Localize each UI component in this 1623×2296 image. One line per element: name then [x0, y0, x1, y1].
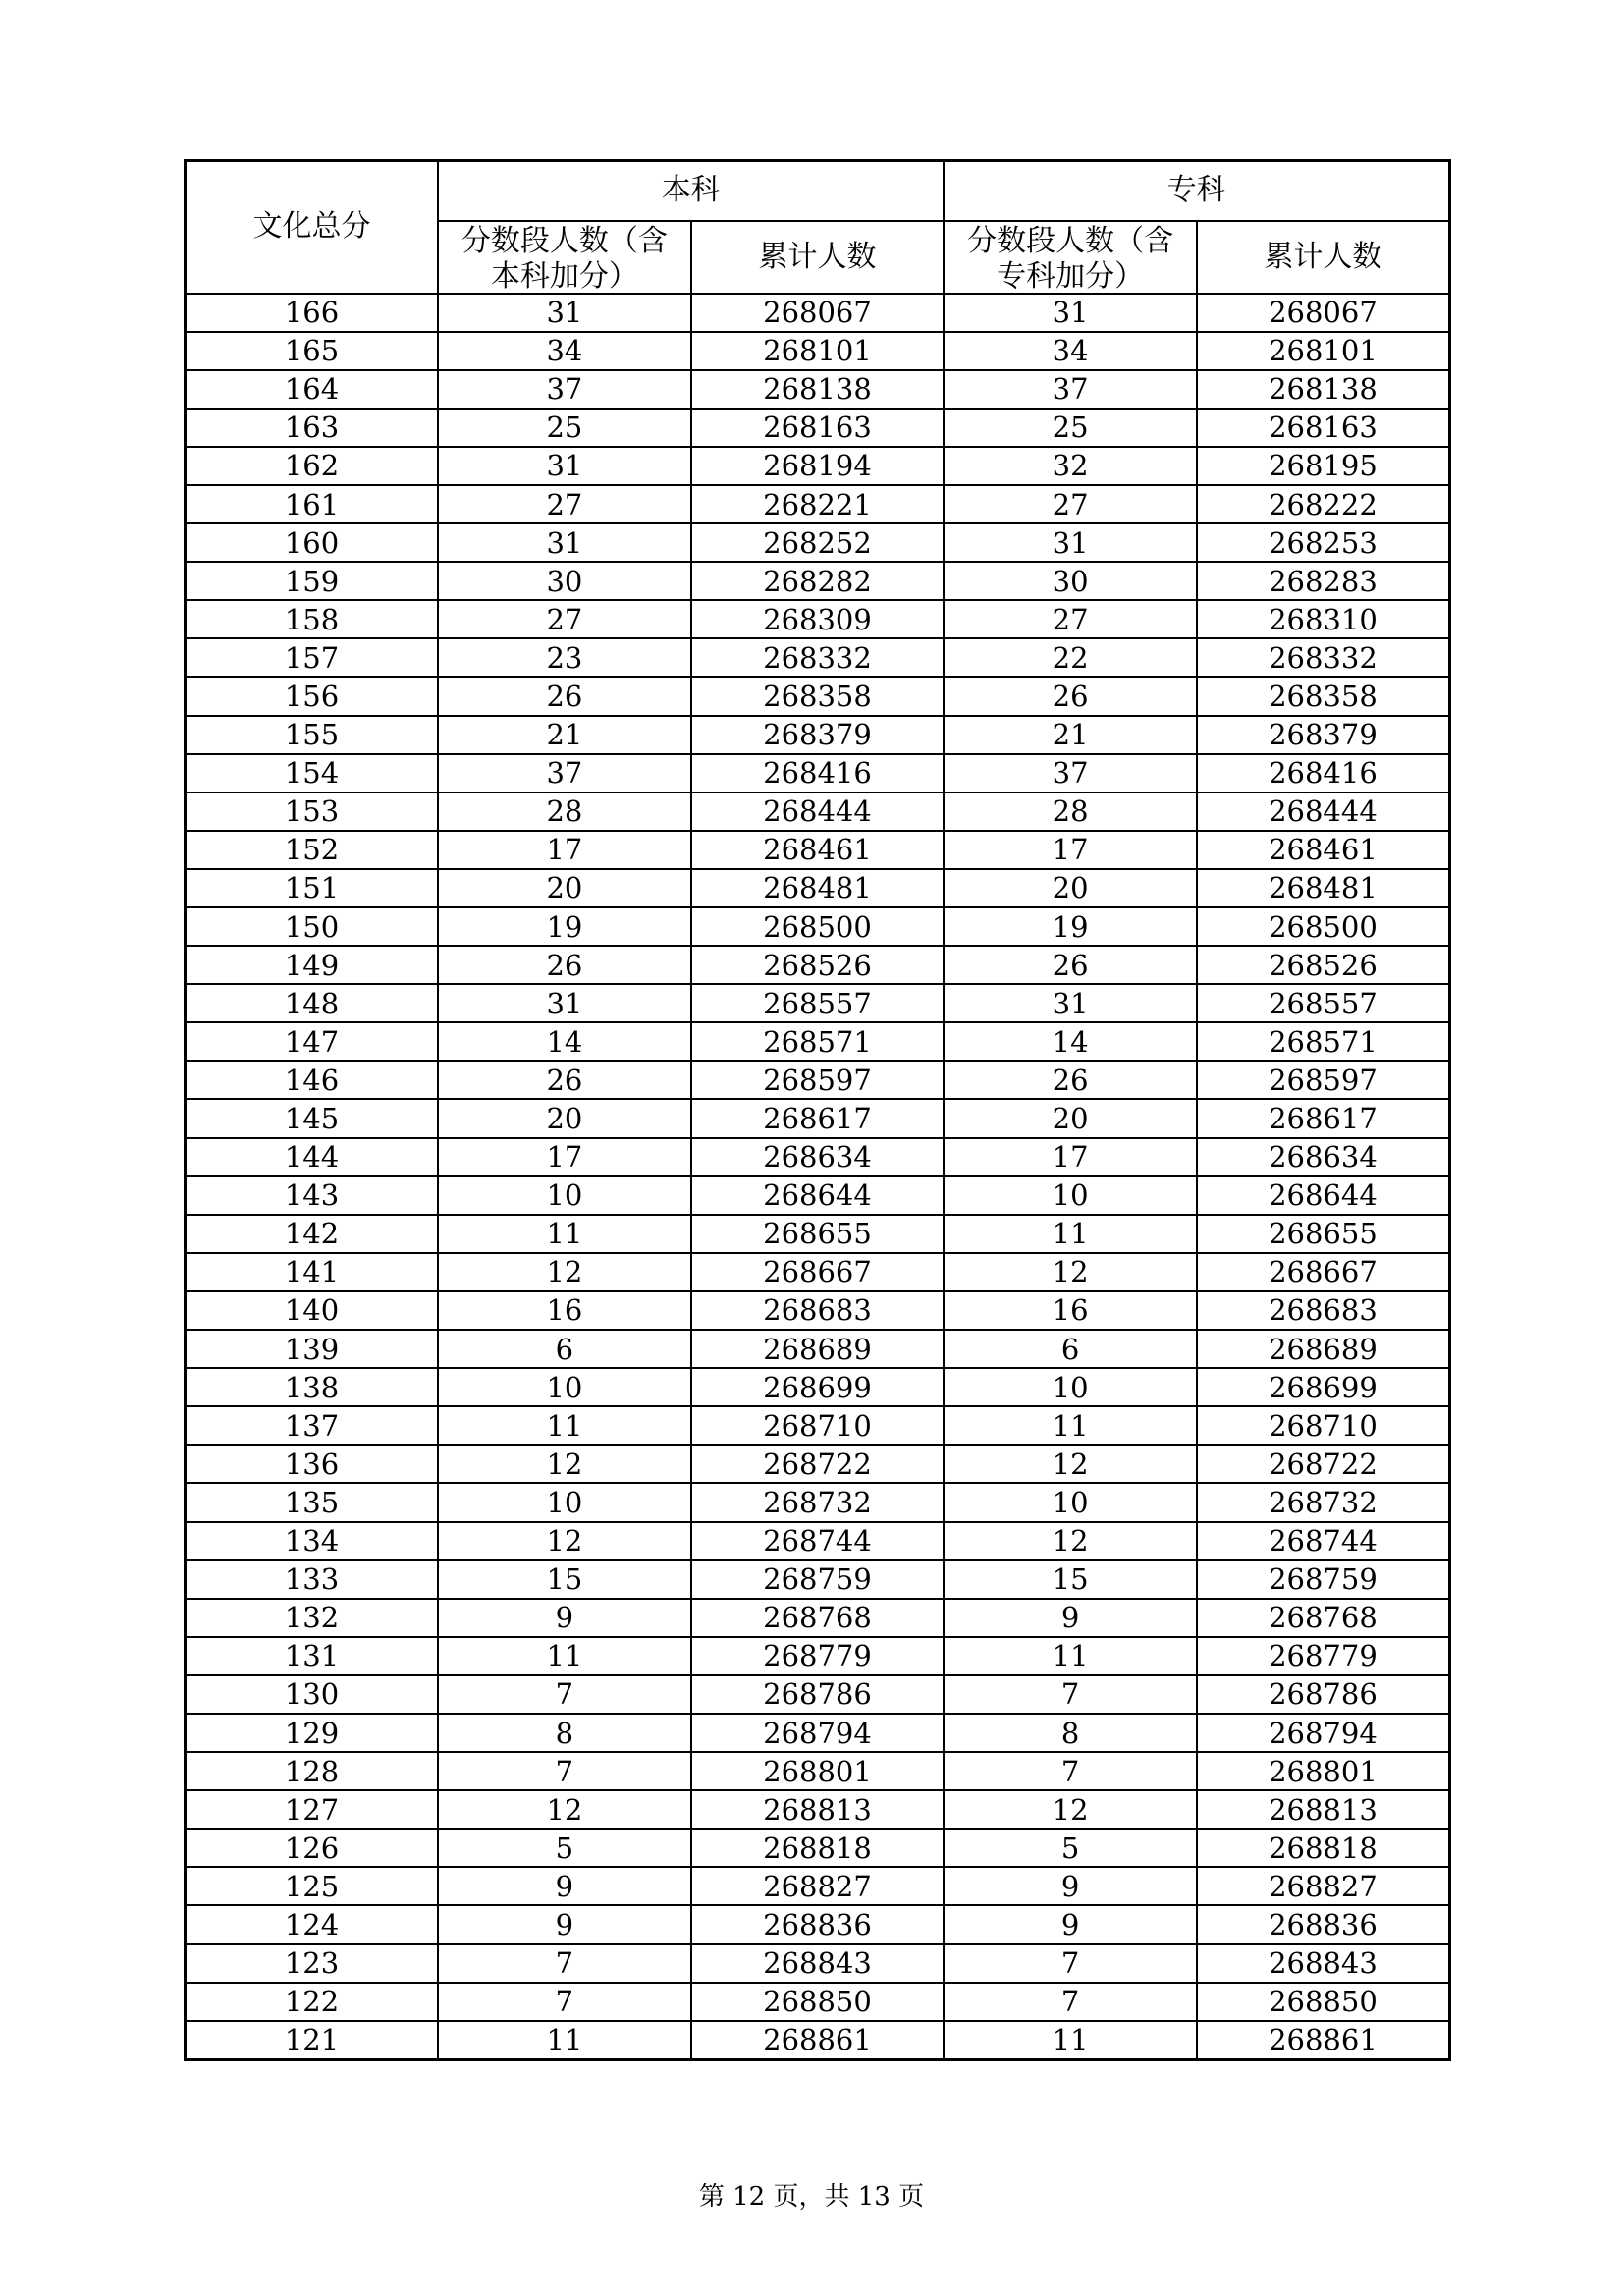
header-score: 文化总分 [186, 161, 439, 294]
zk-count-cell: 9 [944, 1599, 1197, 1637]
zk-count-cell: 19 [944, 907, 1197, 946]
zk-total-cell: 268689 [1197, 1330, 1450, 1368]
score-cell: 157 [186, 638, 439, 677]
bk-total-cell: 268850 [691, 1983, 945, 2021]
score-cell: 136 [186, 1445, 439, 1483]
zk-total-cell: 268850 [1197, 1983, 1450, 2021]
zk-count-cell: 17 [944, 831, 1197, 869]
bk-total-cell: 268163 [691, 409, 945, 447]
score-table [184, 159, 1451, 2061]
bk-total-cell: 268481 [691, 869, 945, 907]
zk-count-cell: 12 [944, 1522, 1197, 1560]
table-row [186, 907, 1450, 946]
bk-total-cell: 268779 [691, 1637, 945, 1675]
table-row [186, 1138, 1450, 1176]
bk-total-cell: 268067 [691, 294, 945, 332]
bk-count-cell: 11 [438, 1406, 691, 1445]
zk-count-cell: 26 [944, 677, 1197, 715]
bk-total-cell: 268813 [691, 1790, 945, 1829]
zk-count-cell: 27 [944, 485, 1197, 523]
zk-total-cell: 268461 [1197, 831, 1450, 869]
bk-count-cell: 5 [438, 1829, 691, 1867]
bk-count-cell: 9 [438, 1599, 691, 1637]
table-row [186, 984, 1450, 1022]
zk-total-cell: 268786 [1197, 1675, 1450, 1714]
table-row [186, 562, 1450, 600]
score-cell: 123 [186, 1944, 439, 1983]
bk-count-cell: 12 [438, 1253, 691, 1291]
table-row [186, 1022, 1450, 1061]
bk-count-cell: 15 [438, 1560, 691, 1599]
zk-count-cell: 37 [944, 754, 1197, 793]
bk-count-cell: 7 [438, 1752, 691, 1790]
bk-total-cell: 268768 [691, 1599, 945, 1637]
bk-count-cell: 25 [438, 409, 691, 447]
bk-count-cell: 12 [438, 1790, 691, 1829]
table-row [186, 1368, 1450, 1406]
score-cell: 164 [186, 370, 439, 409]
score-cell: 139 [186, 1330, 439, 1368]
score-cell: 166 [186, 294, 439, 332]
score-cell: 129 [186, 1714, 439, 1752]
bk-count-cell: 23 [438, 638, 691, 677]
zk-total-cell: 268481 [1197, 869, 1450, 907]
score-cell: 163 [186, 409, 439, 447]
score-cell: 125 [186, 1867, 439, 1905]
zk-total-cell: 268253 [1197, 523, 1450, 562]
bk-total-cell: 268194 [691, 447, 945, 485]
table-row [186, 523, 1450, 562]
bk-total-cell: 268794 [691, 1714, 945, 1752]
score-cell: 121 [186, 2021, 439, 2060]
bk-count-cell: 28 [438, 793, 691, 831]
score-cell: 159 [186, 562, 439, 600]
bk-total-cell: 268526 [691, 946, 945, 984]
zk-total-cell: 268101 [1197, 332, 1450, 370]
zk-total-cell: 268557 [1197, 984, 1450, 1022]
zk-count-cell: 10 [944, 1483, 1197, 1521]
score-cell: 138 [186, 1368, 439, 1406]
zk-total-cell: 268444 [1197, 793, 1450, 831]
zk-count-cell: 26 [944, 946, 1197, 984]
score-cell: 128 [186, 1752, 439, 1790]
bk-count-cell: 26 [438, 1061, 691, 1099]
zk-count-cell: 8 [944, 1714, 1197, 1752]
zk-total-cell: 268067 [1197, 294, 1450, 332]
score-cell: 151 [186, 869, 439, 907]
zk-total-cell: 268655 [1197, 1215, 1450, 1253]
table-row [186, 1291, 1450, 1330]
bk-total-cell: 268332 [691, 638, 945, 677]
zk-count-cell: 7 [944, 1675, 1197, 1714]
zk-total-cell: 268526 [1197, 946, 1450, 984]
bk-total-cell: 268461 [691, 831, 945, 869]
header-zk-count [944, 221, 1197, 294]
bk-count-cell: 26 [438, 677, 691, 715]
score-cell: 126 [186, 1829, 439, 1867]
zk-count-cell: 12 [944, 1445, 1197, 1483]
zk-count-cell: 10 [944, 1176, 1197, 1215]
bk-total-cell: 268500 [691, 907, 945, 946]
table-header [186, 161, 1450, 294]
bk-total-cell: 268827 [691, 1867, 945, 1905]
zk-total-cell: 268732 [1197, 1483, 1450, 1521]
zk-total-cell: 268571 [1197, 1022, 1450, 1061]
zk-count-cell: 31 [944, 294, 1197, 332]
zk-total-cell: 268779 [1197, 1637, 1450, 1675]
table-row [186, 638, 1450, 677]
zk-count-cell: 9 [944, 1867, 1197, 1905]
header-row-group [186, 161, 1450, 221]
score-cell: 137 [186, 1406, 439, 1445]
bk-count-cell: 30 [438, 562, 691, 600]
zk-count-cell: 25 [944, 409, 1197, 447]
score-cell: 142 [186, 1215, 439, 1253]
table-row [186, 1675, 1450, 1714]
header-bk-count [438, 221, 691, 294]
zk-total-cell: 268500 [1197, 907, 1450, 946]
zk-total-cell: 268836 [1197, 1905, 1450, 1943]
bk-count-cell: 31 [438, 294, 691, 332]
bk-total-cell: 268221 [691, 485, 945, 523]
bk-count-cell: 7 [438, 1675, 691, 1714]
table-row [186, 1714, 1450, 1752]
bk-total-cell: 268683 [691, 1291, 945, 1330]
zk-total-cell: 268759 [1197, 1560, 1450, 1599]
bk-count-cell: 8 [438, 1714, 691, 1752]
score-cell: 153 [186, 793, 439, 831]
score-cell: 146 [186, 1061, 439, 1099]
bk-count-cell: 11 [438, 2021, 691, 2060]
zk-total-cell: 268416 [1197, 754, 1450, 793]
header-group-bk: 本科 [438, 161, 944, 221]
score-cell: 140 [186, 1291, 439, 1330]
score-cell: 160 [186, 523, 439, 562]
bk-total-cell: 268282 [691, 562, 945, 600]
bk-total-cell: 268744 [691, 1522, 945, 1560]
zk-count-cell: 5 [944, 1829, 1197, 1867]
bk-total-cell: 268138 [691, 370, 945, 409]
bk-count-cell: 12 [438, 1445, 691, 1483]
table-row [186, 409, 1450, 447]
score-cell: 133 [186, 1560, 439, 1599]
bk-count-cell: 16 [438, 1291, 691, 1330]
score-cell: 155 [186, 716, 439, 754]
table-row [186, 600, 1450, 638]
table-row [186, 447, 1450, 485]
score-cell: 161 [186, 485, 439, 523]
table-row [186, 1599, 1450, 1637]
table-row [186, 1944, 1450, 1983]
zk-count-cell: 11 [944, 2021, 1197, 2060]
zk-count-cell: 11 [944, 1406, 1197, 1445]
bk-count-cell: 27 [438, 600, 691, 638]
bk-count-cell: 11 [438, 1215, 691, 1253]
bk-total-cell: 268722 [691, 1445, 945, 1483]
zk-count-cell: 31 [944, 984, 1197, 1022]
zk-count-cell: 12 [944, 1253, 1197, 1291]
bk-count-cell: 20 [438, 869, 691, 907]
table-row [186, 1829, 1450, 1867]
zk-total-cell: 268801 [1197, 1752, 1450, 1790]
score-cell: 148 [186, 984, 439, 1022]
table-row [186, 831, 1450, 869]
bk-total-cell: 268634 [691, 1138, 945, 1176]
bk-total-cell: 268689 [691, 1330, 945, 1368]
zk-count-cell: 7 [944, 1944, 1197, 1983]
bk-count-cell: 7 [438, 1944, 691, 1983]
bk-count-cell: 10 [438, 1176, 691, 1215]
table-row [186, 1790, 1450, 1829]
bk-count-cell: 14 [438, 1022, 691, 1061]
zk-total-cell: 268744 [1197, 1522, 1450, 1560]
zk-total-cell: 268722 [1197, 1445, 1450, 1483]
table-row [186, 1752, 1450, 1790]
zk-total-cell: 268617 [1197, 1099, 1450, 1137]
score-cell: 132 [186, 1599, 439, 1637]
table-row [186, 1483, 1450, 1521]
bk-total-cell: 268667 [691, 1253, 945, 1291]
bk-count-cell: 6 [438, 1330, 691, 1368]
bk-total-cell: 268710 [691, 1406, 945, 1445]
table-row [186, 1406, 1450, 1445]
score-cell: 150 [186, 907, 439, 946]
zk-count-cell: 11 [944, 1215, 1197, 1253]
zk-total-cell: 268310 [1197, 600, 1450, 638]
zk-count-cell: 20 [944, 1099, 1197, 1137]
score-cell: 149 [186, 946, 439, 984]
bk-count-cell: 31 [438, 984, 691, 1022]
bk-total-cell: 268571 [691, 1022, 945, 1061]
header-zk-total: 累计人数 [1197, 221, 1450, 294]
bk-count-cell: 21 [438, 716, 691, 754]
score-cell: 152 [186, 831, 439, 869]
bk-total-cell: 268644 [691, 1176, 945, 1215]
table-row [186, 1061, 1450, 1099]
zk-total-cell: 268332 [1197, 638, 1450, 677]
score-cell: 134 [186, 1522, 439, 1560]
zk-total-cell: 268813 [1197, 1790, 1450, 1829]
bk-count-cell: 27 [438, 485, 691, 523]
zk-count-cell: 7 [944, 1752, 1197, 1790]
zk-count-cell: 28 [944, 793, 1197, 831]
bk-count-cell: 9 [438, 1905, 691, 1943]
bk-count-cell: 10 [438, 1483, 691, 1521]
bk-count-cell: 17 [438, 831, 691, 869]
zk-total-cell: 268683 [1197, 1291, 1450, 1330]
zk-total-cell: 268861 [1197, 2021, 1450, 2060]
table-row [186, 2021, 1450, 2060]
zk-count-cell: 26 [944, 1061, 1197, 1099]
page-footer: 第 12 页，共 13 页 [698, 2182, 925, 2212]
zk-count-cell: 17 [944, 1138, 1197, 1176]
score-cell: 156 [186, 677, 439, 715]
bk-total-cell: 268597 [691, 1061, 945, 1099]
zk-total-cell: 268222 [1197, 485, 1450, 523]
bk-count-cell: 11 [438, 1637, 691, 1675]
bk-total-cell: 268557 [691, 984, 945, 1022]
zk-count-cell: 11 [944, 1637, 1197, 1675]
bk-total-cell: 268379 [691, 716, 945, 754]
zk-total-cell: 268699 [1197, 1368, 1450, 1406]
score-cell: 124 [186, 1905, 439, 1943]
header-zk-count-line1: 分数段人数（含 [967, 223, 1174, 258]
zk-count-cell: 31 [944, 523, 1197, 562]
zk-count-cell: 14 [944, 1022, 1197, 1061]
table-row [186, 1099, 1450, 1137]
table-row [186, 485, 1450, 523]
score-cell: 162 [186, 447, 439, 485]
zk-count-cell: 12 [944, 1790, 1197, 1829]
zk-count-cell: 37 [944, 370, 1197, 409]
bk-count-cell: 31 [438, 523, 691, 562]
zk-count-cell: 22 [944, 638, 1197, 677]
zk-total-cell: 268379 [1197, 716, 1450, 754]
zk-count-cell: 10 [944, 1368, 1197, 1406]
bk-total-cell: 268617 [691, 1099, 945, 1137]
bk-count-cell: 19 [438, 907, 691, 946]
table-row [186, 1215, 1450, 1253]
bk-total-cell: 268101 [691, 332, 945, 370]
zk-total-cell: 268644 [1197, 1176, 1450, 1215]
zk-total-cell: 268667 [1197, 1253, 1450, 1291]
zk-total-cell: 268634 [1197, 1138, 1450, 1176]
table-body [186, 294, 1450, 2060]
table-row [186, 1983, 1450, 2021]
zk-total-cell: 268818 [1197, 1829, 1450, 1867]
header-bk-total: 累计人数 [691, 221, 945, 294]
table-row [186, 1867, 1450, 1905]
bk-total-cell: 268655 [691, 1215, 945, 1253]
bk-count-cell: 17 [438, 1138, 691, 1176]
zk-total-cell: 268195 [1197, 447, 1450, 485]
bk-total-cell: 268843 [691, 1944, 945, 1983]
zk-count-cell: 7 [944, 1983, 1197, 2021]
bk-total-cell: 268732 [691, 1483, 945, 1521]
score-cell: 144 [186, 1138, 439, 1176]
zk-count-cell: 32 [944, 447, 1197, 485]
bk-total-cell: 268861 [691, 2021, 945, 2060]
table-row [186, 370, 1450, 409]
bk-count-cell: 34 [438, 332, 691, 370]
zk-total-cell: 268843 [1197, 1944, 1450, 1983]
table-row [186, 793, 1450, 831]
bk-total-cell: 268444 [691, 793, 945, 831]
zk-count-cell: 9 [944, 1905, 1197, 1943]
bk-total-cell: 268759 [691, 1560, 945, 1599]
score-cell: 141 [186, 1253, 439, 1291]
bk-count-cell: 37 [438, 370, 691, 409]
zk-count-cell: 21 [944, 716, 1197, 754]
bk-count-cell: 7 [438, 1983, 691, 2021]
zk-total-cell: 268163 [1197, 409, 1450, 447]
zk-total-cell: 268597 [1197, 1061, 1450, 1099]
table-row [186, 1445, 1450, 1483]
zk-total-cell: 268283 [1197, 562, 1450, 600]
score-cell: 122 [186, 1983, 439, 2021]
table-row [186, 1330, 1450, 1368]
table-row [186, 716, 1450, 754]
table-row [186, 1176, 1450, 1215]
table-row [186, 294, 1450, 332]
table-row [186, 1560, 1450, 1599]
zk-count-cell: 30 [944, 562, 1197, 600]
header-zk-count-line2: 专科加分） [997, 258, 1145, 293]
score-cell: 145 [186, 1099, 439, 1137]
header-bk-count-line1: 分数段人数（含 [460, 223, 668, 258]
zk-total-cell: 268710 [1197, 1406, 1450, 1445]
header-group-zk: 专科 [944, 161, 1449, 221]
bk-count-cell: 37 [438, 754, 691, 793]
bk-count-cell: 20 [438, 1099, 691, 1137]
table-row [186, 677, 1450, 715]
table-row [186, 1522, 1450, 1560]
table-row [186, 1637, 1450, 1675]
zk-total-cell: 268827 [1197, 1867, 1450, 1905]
zk-count-cell: 6 [944, 1330, 1197, 1368]
zk-total-cell: 268138 [1197, 370, 1450, 409]
bk-total-cell: 268699 [691, 1368, 945, 1406]
bk-count-cell: 26 [438, 946, 691, 984]
bk-total-cell: 268309 [691, 600, 945, 638]
score-cell: 165 [186, 332, 439, 370]
score-cell: 147 [186, 1022, 439, 1061]
bk-count-cell: 9 [438, 1867, 691, 1905]
table-row [186, 1905, 1450, 1943]
header-bk-count-line2: 本科加分） [490, 258, 638, 293]
table-row [186, 332, 1450, 370]
zk-count-cell: 15 [944, 1560, 1197, 1599]
zk-total-cell: 268794 [1197, 1714, 1450, 1752]
zk-count-cell: 34 [944, 332, 1197, 370]
zk-total-cell: 268768 [1197, 1599, 1450, 1637]
score-cell: 130 [186, 1675, 439, 1714]
bk-count-cell: 10 [438, 1368, 691, 1406]
score-cell: 131 [186, 1637, 439, 1675]
bk-total-cell: 268252 [691, 523, 945, 562]
score-cell: 143 [186, 1176, 439, 1215]
bk-total-cell: 268416 [691, 754, 945, 793]
bk-total-cell: 268801 [691, 1752, 945, 1790]
bk-count-cell: 12 [438, 1522, 691, 1560]
zk-total-cell: 268358 [1197, 677, 1450, 715]
bk-total-cell: 268358 [691, 677, 945, 715]
table-row [186, 1253, 1450, 1291]
zk-count-cell: 16 [944, 1291, 1197, 1330]
score-cell: 135 [186, 1483, 439, 1521]
table-row [186, 869, 1450, 907]
bk-total-cell: 268818 [691, 1829, 945, 1867]
bk-total-cell: 268786 [691, 1675, 945, 1714]
table-row [186, 946, 1450, 984]
zk-count-cell: 20 [944, 869, 1197, 907]
bk-total-cell: 268836 [691, 1905, 945, 1943]
score-cell: 154 [186, 754, 439, 793]
bk-count-cell: 31 [438, 447, 691, 485]
table-row [186, 754, 1450, 793]
zk-count-cell: 27 [944, 600, 1197, 638]
score-cell: 158 [186, 600, 439, 638]
score-cell: 127 [186, 1790, 439, 1829]
